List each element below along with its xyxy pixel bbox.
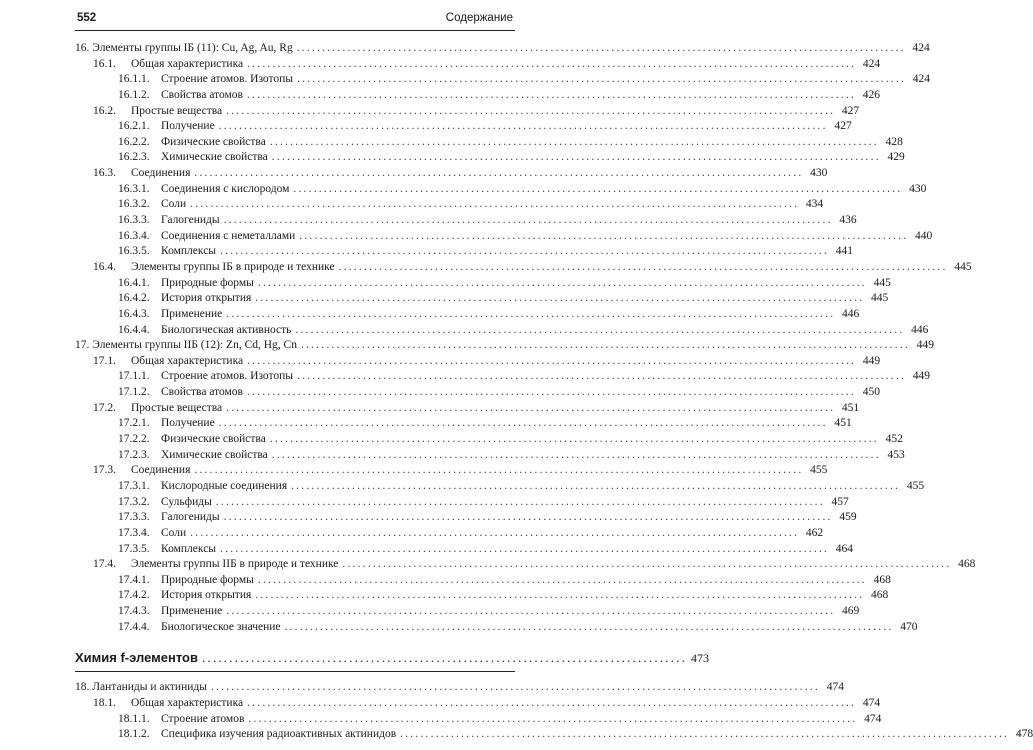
toc-entry-text: История открытия [161, 589, 252, 602]
dot-leader: ........................................................................................................................ [257, 573, 867, 586]
toc-entry-page: 450 [862, 386, 880, 399]
toc-entry-page: 452 [885, 433, 903, 446]
toc-entry-page: 457 [831, 495, 849, 508]
toc-entry-text: Физические свойства [161, 433, 266, 446]
toc-entry-number: 16.4.2. [118, 292, 150, 305]
toc-entry-text: Природные формы [161, 276, 254, 289]
toc-entry[interactable] [75, 72, 931, 88]
toc-entry-number: 16.3.4. [118, 229, 150, 242]
toc-entry-text: Элементы группы IIБ в природе и технике [131, 558, 339, 571]
toc-entry[interactable] [75, 41, 930, 57]
dot-leader: ........................................................................................................................ [248, 712, 858, 725]
toc-entry-number: 17.4.4. [118, 620, 150, 633]
toc-entry-page: 446 [842, 307, 860, 320]
toc-entry-label [118, 323, 291, 339]
toc-entry[interactable] [75, 229, 933, 245]
toc-entry[interactable] [75, 276, 891, 292]
toc-entry[interactable] [75, 526, 824, 542]
dot-leader: ........................................................................................................................ [226, 605, 836, 618]
toc-entry-page: 468 [871, 589, 889, 602]
toc-entry-text: Строение атомов. Изотопы [161, 370, 294, 383]
dot-leader: ........................................................................................................................ [400, 728, 1010, 741]
toc-entry-text: Кислородные соединения [161, 479, 288, 492]
toc-entry-text: Галогениды [161, 511, 220, 524]
toc-entry-number: 17.3.3. [118, 511, 150, 524]
dot-leader: ........................................................................................................................ [246, 386, 856, 399]
part-page-number: 473 [691, 651, 710, 666]
toc-entry-page: 468 [958, 558, 976, 571]
toc-entry[interactable] [75, 135, 903, 151]
toc-entry[interactable] [75, 463, 828, 479]
toc-entry-page: 474 [862, 696, 881, 709]
dot-leader: ........................................................................................................................ [223, 214, 833, 227]
toc-entry-page: 464 [835, 542, 854, 555]
toc-entry-label [118, 244, 216, 260]
toc-entry-text: Соли [161, 526, 187, 539]
toc-entry-page: 427 [841, 104, 860, 117]
toc-entry-number: 16.1.1. [118, 73, 150, 86]
toc-entry-number: 16.3. [93, 167, 116, 180]
toc-entry-number: 17.1.1. [118, 370, 150, 383]
toc-entry-page: 469 [842, 605, 860, 618]
toc-entry-text: Химические свойства [161, 151, 268, 164]
toc-section-18 [75, 680, 1033, 743]
toc-entry-text: Общая характеристика [131, 57, 244, 70]
dot-leader: ........................................................................................................................ [220, 542, 830, 555]
toc-entry-text: Общая характеристика [131, 354, 244, 367]
toc-entry[interactable] [75, 680, 844, 696]
toc-entry-page: 451 [834, 417, 852, 430]
toc-entry-page: 424 [912, 42, 930, 54]
toc-entry-number: 17.2.2. [118, 433, 150, 446]
toc-entry[interactable] [75, 416, 852, 432]
toc-entry-label [118, 72, 293, 88]
toc-entry-number: 16.3.3. [118, 214, 150, 227]
toc-entry-text: Галогениды [161, 214, 220, 227]
toc-entry-label [118, 416, 215, 432]
toc-entry-label [118, 712, 244, 728]
toc-entry-number: 16.3.1. [118, 182, 150, 195]
toc-entry-text: История открытия [161, 292, 252, 305]
toc-entry-page: 424 [912, 73, 931, 86]
dot-leader: ........................................................................................................................ [194, 464, 804, 477]
toc-entry-label [118, 88, 243, 104]
dot-leader: ........................................................................................................................ [247, 696, 857, 709]
toc-entry-page: 428 [885, 135, 903, 148]
toc-entry[interactable] [75, 557, 976, 573]
toc-entry-text: Комплексы [161, 245, 217, 258]
part-title: Химия f-элементов [75, 650, 198, 666]
toc-entry-text: Свойства атомов [161, 386, 243, 399]
toc-entry[interactable] [75, 588, 889, 604]
toc-entry-text: Химические свойства [161, 448, 268, 461]
table-of-contents [75, 41, 1033, 743]
toc-entry[interactable] [75, 119, 852, 135]
toc-entry-text: Получение [161, 120, 215, 133]
toc-entry[interactable] [75, 401, 860, 417]
toc-entry[interactable] [75, 166, 828, 182]
toc-entry-page: 459 [839, 511, 857, 524]
toc-entry-label [118, 510, 220, 526]
dot-leader: ........................................................................................................................ [246, 88, 856, 101]
toc-entry[interactable] [75, 369, 931, 385]
dot-leader: ........................................................................................................................ [271, 448, 881, 461]
toc-entry-text: Соединения с неметаллами [161, 229, 296, 242]
toc-entry-number: 16.4.1. [118, 276, 150, 289]
toc-entry-number: 16.2.2. [118, 135, 150, 148]
toc-entry[interactable] [75, 620, 918, 636]
toc-entry-text: Применение [161, 307, 223, 320]
toc-entry[interactable] [75, 244, 854, 260]
toc-entry[interactable] [75, 104, 860, 120]
toc-entry-text: Соединения с кислородом [161, 182, 290, 195]
toc-entry-label [118, 526, 186, 542]
toc-entry-label [75, 680, 207, 696]
toc-entry-text: 18. Лантаниды и актиниды [75, 681, 207, 694]
toc-entry-text: Простые вещества [131, 104, 223, 117]
toc-entry-page: 441 [835, 245, 854, 258]
toc-entry-number: 17.1. [93, 354, 116, 367]
toc-entry[interactable] [75, 495, 849, 511]
toc-entry-text: Биологическая активность [161, 323, 292, 336]
toc-entry-label [118, 385, 243, 401]
toc-entry-text: Применение [161, 605, 223, 618]
toc-entry-number: 16.4. [93, 260, 116, 273]
dot-leader: ........................................................................................................................ [291, 479, 901, 492]
toc-entry[interactable] [75, 479, 925, 495]
dot-leader: ........................................................................................................................ [210, 681, 820, 694]
toc-entry-number: 18.1.2. [118, 728, 150, 741]
toc-entry-number: 17.2. [93, 401, 116, 414]
dot-leader: ........................................................................................................................ [190, 198, 800, 211]
dot-leader: ........................................................................................................................ [297, 73, 907, 86]
toc-entry-text: Соединения [131, 464, 191, 477]
toc-entry-page: 455 [906, 479, 925, 492]
toc-entry[interactable] [75, 182, 927, 198]
toc-entry[interactable] [75, 260, 972, 276]
dot-leader: ........................................................................................................................ [215, 495, 825, 508]
dot-leader: ........................................................................................................................ [220, 245, 830, 258]
toc-entry-label [93, 57, 243, 73]
toc-entry-text: Строение атомов. Изотопы [161, 73, 294, 86]
toc-entry-number: 17.3.2. [118, 495, 150, 508]
dot-leader: ........................................................................................................................ [226, 401, 836, 414]
toc-entry-text: Физические свойства [161, 135, 266, 148]
toc-entry-page: 474 [864, 712, 882, 725]
toc-entry-text: Общая характеристика [131, 696, 244, 709]
toc-entry[interactable] [75, 432, 903, 448]
toc-entry-label [118, 307, 222, 323]
toc-entry-page: 449 [916, 339, 934, 352]
toc-entry-number: 16.1. [93, 57, 116, 70]
toc-entry-number: 18.1.1. [118, 712, 150, 725]
toc-entry-page: 474 [826, 681, 844, 694]
toc-entry[interactable] [75, 510, 857, 526]
toc-entry-page: 445 [954, 260, 972, 273]
dot-leader: ........................................................................................................................ [226, 307, 836, 320]
toc-entry[interactable] [75, 712, 882, 728]
toc-entry[interactable] [75, 150, 905, 166]
part-heading[interactable] [75, 645, 710, 672]
toc-entry-label [118, 213, 220, 229]
toc-entry-page: 468 [873, 573, 891, 586]
toc-entry-label [118, 588, 251, 604]
toc-entry[interactable] [75, 197, 824, 213]
toc-entry-text: Природные формы [161, 573, 254, 586]
toc-entry-page: 436 [839, 214, 857, 227]
toc-entry-number: 17.3.5. [118, 542, 150, 555]
dot-leader: ........................................................................................................................ [269, 135, 879, 148]
toc-entry[interactable] [75, 573, 891, 589]
dot-leader: ........................................................................................................................ [218, 120, 828, 133]
toc-entry-text: Специфика изучения радиоактивных актинидов [161, 728, 397, 741]
toc-entry-page: 451 [841, 401, 860, 414]
toc-entry-page: 440 [915, 229, 933, 242]
toc-entry[interactable] [75, 542, 854, 558]
dot-leader: ........................................................................................................................ [247, 354, 857, 367]
toc-entry-label [93, 696, 243, 712]
dot-leader: ........................................................................................................................ [342, 558, 952, 571]
toc-entry[interactable] [75, 604, 860, 620]
toc-entry-page: 429 [887, 151, 905, 164]
toc-entry-page: 426 [862, 88, 880, 101]
dot-leader: ........................................................................................................................ [223, 511, 833, 524]
toc-entry-label [118, 604, 222, 620]
toc-entry-number: 17.4.2. [118, 589, 150, 602]
dot-leader: ........................................................................................................................ [300, 339, 910, 352]
toc-entry-text: Строение атомов [161, 712, 245, 725]
toc-entry-label [93, 557, 338, 573]
dot-leader: ........................................................................................................................ [247, 57, 857, 70]
toc-entry-page: 427 [834, 120, 852, 133]
toc-entry-number: 16.2.3. [118, 151, 150, 164]
toc-entry-number: 17.4. [93, 558, 116, 571]
toc-entry[interactable] [75, 354, 881, 370]
toc-entry-number: 16.3.5. [118, 245, 150, 258]
toc-entry-text: Соли [161, 198, 187, 211]
toc-entry-text: 17. Элементы группы IIБ (12): Zn, Cd, Hg, Cn [75, 339, 297, 352]
toc-entry-page: 449 [912, 370, 931, 383]
dot-leader: ........................................................................................................................ [218, 417, 828, 430]
toc-entry-label [118, 448, 268, 464]
toc-entry-number: 16.3.2. [118, 198, 150, 211]
toc-entry-label [118, 182, 289, 198]
dot-leader: ........................................................................................................................ [269, 433, 879, 446]
toc-entry-label [118, 291, 251, 307]
toc-entry[interactable] [75, 385, 880, 401]
toc-entry[interactable] [75, 88, 880, 104]
toc-entry-page: 434 [805, 198, 824, 211]
toc-entry-text: Комплексы [161, 542, 217, 555]
dot-leader: ........................................................................................................................ [255, 292, 865, 305]
toc-entry-page: 462 [805, 526, 824, 539]
toc-entry-text: Простые вещества [131, 401, 223, 414]
running-title: Содержание [445, 12, 513, 24]
dot-leader: ......................................................................................... [201, 650, 688, 666]
toc-entry-label [118, 135, 266, 151]
toc-entry-page: 470 [900, 620, 918, 633]
toc-entry-label [75, 338, 297, 354]
toc-entry-number: 17.2.1. [118, 417, 150, 430]
toc-entry-page: 424 [862, 57, 881, 70]
toc-entry-page: 453 [887, 448, 905, 461]
toc-entry-label [93, 166, 190, 182]
toc-entry-text: Получение [161, 417, 215, 430]
toc-entry-number: 17.3.1. [118, 479, 150, 492]
toc-entry[interactable] [75, 57, 881, 73]
toc-entry-label [118, 495, 212, 511]
toc-entry-label [118, 197, 186, 213]
toc-entry-number: 17.2.3. [118, 448, 150, 461]
toc-entry-number: 16.1.2. [118, 88, 150, 101]
toc-entry-number: 17.3.4. [118, 526, 150, 539]
toc-entry[interactable] [75, 323, 929, 339]
toc-entry-page: 455 [810, 464, 828, 477]
toc-entry-label [118, 573, 254, 589]
dot-leader: ........................................................................................................................ [194, 167, 804, 180]
toc-entry-text: Свойства атомов [161, 88, 243, 101]
toc-entry-text: Биологическое значение [161, 620, 281, 633]
toc-entry-text: Сульфиды [161, 495, 212, 508]
dot-leader: ........................................................................................................................ [257, 276, 867, 289]
dot-leader: ........................................................................................................................ [293, 182, 903, 195]
toc-entry-label [118, 119, 215, 135]
toc-entry-label [118, 727, 396, 743]
toc-entry-number: 17.3. [93, 464, 116, 477]
toc-entry-page: 449 [862, 354, 881, 367]
toc-entry[interactable] [75, 213, 857, 229]
dot-leader: ........................................................................................................................ [299, 229, 909, 242]
toc-entry-label [118, 150, 268, 166]
dot-leader: ........................................................................................................................ [295, 323, 905, 336]
toc-entry-number: 17.4.1. [118, 573, 150, 586]
toc-entry-label [93, 354, 243, 370]
dot-leader: ........................................................................................................................ [297, 370, 907, 383]
dot-leader: ........................................................................................................................ [226, 104, 836, 117]
toc-entry-label [93, 104, 222, 120]
toc-entry[interactable] [75, 448, 905, 464]
toc-entry-number: 16.4.3. [118, 307, 150, 320]
toc-entry-page: 430 [909, 182, 927, 195]
toc-section-16-17 [75, 41, 976, 635]
toc-entry-number: 16.2.1. [118, 120, 150, 133]
toc-entry-page: 445 [871, 292, 889, 305]
toc-entry-label [93, 260, 335, 276]
toc-entry[interactable] [75, 696, 881, 712]
dot-leader: ........................................................................................................................ [338, 260, 948, 273]
dot-leader: ........................................................................................................................ [284, 620, 894, 633]
toc-entry[interactable] [75, 727, 1033, 743]
dot-leader: ........................................................................................................................ [296, 42, 906, 54]
dot-leader: ........................................................................................................................ [190, 526, 800, 539]
toc-entry-text: Соединения [131, 167, 191, 180]
dot-leader: ........................................................................................................................ [255, 589, 865, 602]
toc-entry-page: 445 [873, 276, 891, 289]
toc-entry-text: Элементы группы IБ в природе и технике [131, 260, 335, 273]
toc-entry[interactable] [75, 307, 860, 323]
toc-entry-page: 430 [810, 167, 828, 180]
page-number: 552 [77, 12, 97, 24]
toc-entry-number: 18.1. [93, 696, 116, 709]
toc-entry-label [118, 432, 266, 448]
toc-entry-label [75, 41, 293, 57]
toc-entry-number: 17.4.3. [118, 605, 150, 618]
toc-entry-label [118, 369, 293, 385]
toc-entry-number: 17.1.2. [118, 386, 150, 399]
toc-entry-label [93, 401, 222, 417]
toc-entry-label [118, 276, 254, 292]
page-header [75, 8, 515, 31]
toc-entry-page: 446 [911, 323, 929, 336]
toc-entry-text: 16. Элементы группы IБ (11): Cu, Ag, Au, Rg [75, 42, 293, 54]
toc-entry-number: 16.4.4. [118, 323, 150, 336]
toc-entry-label [118, 229, 295, 245]
dot-leader: ........................................................................................................................ [271, 151, 881, 164]
toc-entry-label [118, 479, 287, 495]
toc-entry-label [118, 620, 281, 636]
toc-entry-page: 478 [1015, 728, 1033, 741]
toc-entry-number: 16.2. [93, 104, 116, 117]
toc-entry[interactable] [75, 291, 889, 307]
toc-entry-label [93, 463, 190, 479]
toc-entry-label [118, 542, 216, 558]
toc-entry[interactable] [75, 338, 934, 354]
